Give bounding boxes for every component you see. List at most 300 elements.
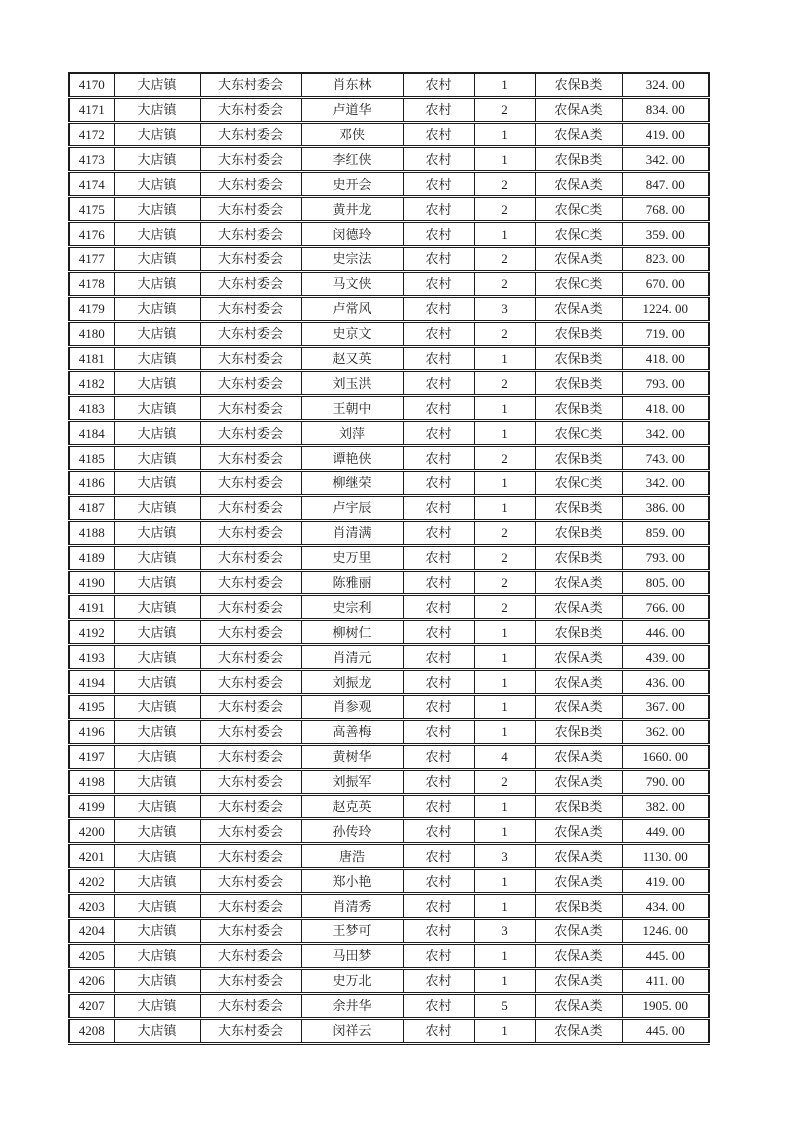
table-row bbox=[69, 919, 709, 944]
cell-household-category: 农村 bbox=[403, 446, 474, 471]
cell-person-count: 1 bbox=[474, 894, 535, 919]
cell-amount: 1905. 00 bbox=[622, 993, 709, 1018]
cell-household-category: 农村 bbox=[403, 321, 474, 346]
cell-town: 大店镇 bbox=[114, 819, 200, 844]
table-row bbox=[69, 670, 709, 695]
cell-village-committee: 大东村委会 bbox=[200, 73, 301, 97]
cell-insurance-class: 农保A类 bbox=[535, 1018, 622, 1043]
cell-insurance-class: 农保B类 bbox=[535, 446, 622, 471]
cell-village-committee: 大东村委会 bbox=[200, 545, 301, 570]
cell-village-committee: 大东村委会 bbox=[200, 819, 301, 844]
cell-household-category: 农村 bbox=[403, 1018, 474, 1043]
cell-amount: 419. 00 bbox=[622, 869, 709, 894]
cell-amount: 790. 00 bbox=[622, 769, 709, 794]
cell-amount: 766. 00 bbox=[622, 595, 709, 620]
cell-sequence-number: 4176 bbox=[69, 222, 114, 247]
cell-insurance-class: 农保B类 bbox=[535, 495, 622, 520]
table-row bbox=[69, 719, 709, 744]
table-row bbox=[69, 197, 709, 222]
cell-amount: 367. 00 bbox=[622, 695, 709, 720]
cell-town: 大店镇 bbox=[114, 869, 200, 894]
cell-town: 大店镇 bbox=[114, 271, 200, 296]
cell-village-committee: 大东村委会 bbox=[200, 446, 301, 471]
cell-village-committee: 大东村委会 bbox=[200, 296, 301, 321]
cell-village-committee: 大东村委会 bbox=[200, 670, 301, 695]
cell-amount: 445. 00 bbox=[622, 1018, 709, 1043]
cell-person-count: 1 bbox=[474, 1018, 535, 1043]
table-row bbox=[69, 470, 709, 495]
table-row bbox=[69, 346, 709, 371]
cell-village-committee: 大东村委会 bbox=[200, 869, 301, 894]
cell-person-name: 柳树仁 bbox=[301, 620, 403, 645]
cell-person-name: 史京文 bbox=[301, 321, 403, 346]
cell-town: 大店镇 bbox=[114, 470, 200, 495]
cell-amount: 1660. 00 bbox=[622, 744, 709, 769]
cell-insurance-class: 农保B类 bbox=[535, 719, 622, 744]
cell-person-name: 肖清满 bbox=[301, 520, 403, 545]
cell-insurance-class: 农保B类 bbox=[535, 520, 622, 545]
table-row bbox=[69, 520, 709, 545]
cell-sequence-number: 4178 bbox=[69, 271, 114, 296]
table-row bbox=[69, 73, 709, 97]
cell-town: 大店镇 bbox=[114, 719, 200, 744]
cell-person-count: 2 bbox=[474, 769, 535, 794]
table-row bbox=[69, 446, 709, 471]
cell-town: 大店镇 bbox=[114, 346, 200, 371]
cell-sequence-number: 4206 bbox=[69, 968, 114, 993]
cell-amount: 847. 00 bbox=[622, 172, 709, 197]
table-row bbox=[69, 570, 709, 595]
cell-person-count: 1 bbox=[474, 396, 535, 421]
cell-person-count: 2 bbox=[474, 197, 535, 222]
cell-person-name: 卢常风 bbox=[301, 296, 403, 321]
table-row bbox=[69, 744, 709, 769]
cell-person-count: 1 bbox=[474, 222, 535, 247]
cell-amount: 805. 00 bbox=[622, 570, 709, 595]
cell-sequence-number: 4175 bbox=[69, 197, 114, 222]
cell-amount: 823. 00 bbox=[622, 246, 709, 271]
cell-person-name: 卢宇辰 bbox=[301, 495, 403, 520]
table-row bbox=[69, 222, 709, 247]
cell-town: 大店镇 bbox=[114, 794, 200, 819]
cell-town: 大店镇 bbox=[114, 968, 200, 993]
table-row bbox=[69, 122, 709, 147]
cell-amount: 362. 00 bbox=[622, 719, 709, 744]
cell-household-category: 农村 bbox=[403, 695, 474, 720]
table-row bbox=[69, 595, 709, 620]
cell-village-committee: 大东村委会 bbox=[200, 147, 301, 172]
cell-person-name: 高善梅 bbox=[301, 719, 403, 744]
cell-amount: 359. 00 bbox=[622, 222, 709, 247]
cell-town: 大店镇 bbox=[114, 520, 200, 545]
cell-village-committee: 大东村委会 bbox=[200, 968, 301, 993]
table-row bbox=[69, 396, 709, 421]
cell-town: 大店镇 bbox=[114, 993, 200, 1018]
cell-sequence-number: 4192 bbox=[69, 620, 114, 645]
cell-insurance-class: 农保C类 bbox=[535, 470, 622, 495]
cell-village-committee: 大东村委会 bbox=[200, 744, 301, 769]
cell-person-count: 5 bbox=[474, 993, 535, 1018]
cell-person-name: 史开会 bbox=[301, 172, 403, 197]
table-row bbox=[69, 321, 709, 346]
cell-insurance-class: 农保A类 bbox=[535, 172, 622, 197]
cell-person-count: 1 bbox=[474, 620, 535, 645]
cell-household-category: 农村 bbox=[403, 570, 474, 595]
cell-person-count: 2 bbox=[474, 595, 535, 620]
cell-person-name: 史宗法 bbox=[301, 246, 403, 271]
cell-village-committee: 大东村委会 bbox=[200, 719, 301, 744]
cell-insurance-class: 农保A类 bbox=[535, 744, 622, 769]
cell-person-name: 赵又英 bbox=[301, 346, 403, 371]
cell-village-committee: 大东村委会 bbox=[200, 520, 301, 545]
cell-sequence-number: 4197 bbox=[69, 744, 114, 769]
cell-town: 大店镇 bbox=[114, 769, 200, 794]
cell-household-category: 农村 bbox=[403, 620, 474, 645]
cell-village-committee: 大东村委会 bbox=[200, 222, 301, 247]
cell-insurance-class: 农保A类 bbox=[535, 246, 622, 271]
cell-household-category: 农村 bbox=[403, 421, 474, 446]
table-row bbox=[69, 695, 709, 720]
cell-person-name: 史宗利 bbox=[301, 595, 403, 620]
cell-village-committee: 大东村委会 bbox=[200, 919, 301, 944]
cell-household-category: 农村 bbox=[403, 844, 474, 869]
cell-sequence-number: 4201 bbox=[69, 844, 114, 869]
cell-sequence-number: 4184 bbox=[69, 421, 114, 446]
cell-village-committee: 大东村委会 bbox=[200, 595, 301, 620]
cell-town: 大店镇 bbox=[114, 321, 200, 346]
cell-village-committee: 大东村委会 bbox=[200, 97, 301, 122]
table-row bbox=[69, 645, 709, 670]
cell-person-count: 3 bbox=[474, 919, 535, 944]
cell-person-count: 1 bbox=[474, 421, 535, 446]
cell-town: 大店镇 bbox=[114, 246, 200, 271]
cell-town: 大店镇 bbox=[114, 894, 200, 919]
cell-person-count: 2 bbox=[474, 520, 535, 545]
cell-sequence-number: 4200 bbox=[69, 819, 114, 844]
cell-amount: 445. 00 bbox=[622, 943, 709, 968]
cell-town: 大店镇 bbox=[114, 645, 200, 670]
cell-village-committee: 大东村委会 bbox=[200, 371, 301, 396]
cell-town: 大店镇 bbox=[114, 1018, 200, 1043]
cell-insurance-class: 农保A类 bbox=[535, 570, 622, 595]
cell-person-name: 卢道华 bbox=[301, 97, 403, 122]
cell-insurance-class: 农保B类 bbox=[535, 620, 622, 645]
cell-village-committee: 大东村委会 bbox=[200, 172, 301, 197]
cell-household-category: 农村 bbox=[403, 296, 474, 321]
cell-village-committee: 大东村委会 bbox=[200, 769, 301, 794]
cell-person-count: 1 bbox=[474, 670, 535, 695]
cell-person-count: 1 bbox=[474, 695, 535, 720]
cell-sequence-number: 4188 bbox=[69, 520, 114, 545]
cell-village-committee: 大东村委会 bbox=[200, 246, 301, 271]
cell-village-committee: 大东村委会 bbox=[200, 993, 301, 1018]
cell-village-committee: 大东村委会 bbox=[200, 346, 301, 371]
cell-village-committee: 大东村委会 bbox=[200, 495, 301, 520]
cell-insurance-class: 农保A类 bbox=[535, 97, 622, 122]
cell-amount: 768. 00 bbox=[622, 197, 709, 222]
cell-insurance-class: 农保B类 bbox=[535, 73, 622, 97]
cell-sequence-number: 4179 bbox=[69, 296, 114, 321]
cell-household-category: 农村 bbox=[403, 919, 474, 944]
cell-person-name: 王梦可 bbox=[301, 919, 403, 944]
cell-amount: 439. 00 bbox=[622, 645, 709, 670]
cell-town: 大店镇 bbox=[114, 197, 200, 222]
cell-amount: 719. 00 bbox=[622, 321, 709, 346]
cell-town: 大店镇 bbox=[114, 73, 200, 97]
table-row bbox=[69, 819, 709, 844]
cell-person-name: 肖参观 bbox=[301, 695, 403, 720]
cell-amount: 386. 00 bbox=[622, 495, 709, 520]
cell-household-category: 农村 bbox=[403, 122, 474, 147]
cell-person-name: 陈雅丽 bbox=[301, 570, 403, 595]
cell-town: 大店镇 bbox=[114, 396, 200, 421]
cell-town: 大店镇 bbox=[114, 943, 200, 968]
cell-insurance-class: 农保A类 bbox=[535, 645, 622, 670]
cell-town: 大店镇 bbox=[114, 446, 200, 471]
cell-amount: 342. 00 bbox=[622, 421, 709, 446]
cell-town: 大店镇 bbox=[114, 545, 200, 570]
cell-household-category: 农村 bbox=[403, 894, 474, 919]
cell-insurance-class: 农保A类 bbox=[535, 968, 622, 993]
cell-person-count: 1 bbox=[474, 719, 535, 744]
cell-person-count: 2 bbox=[474, 545, 535, 570]
cell-village-committee: 大东村委会 bbox=[200, 421, 301, 446]
cell-amount: 670. 00 bbox=[622, 271, 709, 296]
cell-person-name: 刘振龙 bbox=[301, 670, 403, 695]
cell-person-name: 史万里 bbox=[301, 545, 403, 570]
cell-town: 大店镇 bbox=[114, 371, 200, 396]
cell-household-category: 农村 bbox=[403, 943, 474, 968]
cell-person-count: 1 bbox=[474, 122, 535, 147]
cell-sequence-number: 4190 bbox=[69, 570, 114, 595]
cell-sequence-number: 4189 bbox=[69, 545, 114, 570]
cell-insurance-class: 农保C类 bbox=[535, 222, 622, 247]
cell-sequence-number: 4204 bbox=[69, 919, 114, 944]
table-row bbox=[69, 495, 709, 520]
cell-person-name: 刘玉洪 bbox=[301, 371, 403, 396]
cell-sequence-number: 4191 bbox=[69, 595, 114, 620]
cell-household-category: 农村 bbox=[403, 246, 474, 271]
cell-person-count: 1 bbox=[474, 869, 535, 894]
cell-village-committee: 大东村委会 bbox=[200, 197, 301, 222]
cell-household-category: 农村 bbox=[403, 147, 474, 172]
cell-household-category: 农村 bbox=[403, 73, 474, 97]
cell-person-count: 1 bbox=[474, 470, 535, 495]
cell-town: 大店镇 bbox=[114, 296, 200, 321]
cell-person-count: 2 bbox=[474, 446, 535, 471]
cell-person-name: 谭艳侠 bbox=[301, 446, 403, 471]
cell-town: 大店镇 bbox=[114, 495, 200, 520]
cell-village-committee: 大东村委会 bbox=[200, 470, 301, 495]
cell-person-count: 1 bbox=[474, 943, 535, 968]
cell-amount: 743. 00 bbox=[622, 446, 709, 471]
cell-person-name: 肖清元 bbox=[301, 645, 403, 670]
table-row bbox=[69, 371, 709, 396]
cell-household-category: 农村 bbox=[403, 545, 474, 570]
cell-household-category: 农村 bbox=[403, 470, 474, 495]
cell-person-name: 黄树华 bbox=[301, 744, 403, 769]
table-row bbox=[69, 271, 709, 296]
cell-insurance-class: 农保A类 bbox=[535, 869, 622, 894]
cell-household-category: 农村 bbox=[403, 719, 474, 744]
cell-town: 大店镇 bbox=[114, 172, 200, 197]
cell-person-name: 王朝中 bbox=[301, 396, 403, 421]
cell-person-name: 孙传玲 bbox=[301, 819, 403, 844]
cell-person-name: 肖清秀 bbox=[301, 894, 403, 919]
cell-town: 大店镇 bbox=[114, 620, 200, 645]
cell-household-category: 农村 bbox=[403, 396, 474, 421]
cell-person-name: 马田梦 bbox=[301, 943, 403, 968]
cell-sequence-number: 4186 bbox=[69, 470, 114, 495]
cell-person-count: 2 bbox=[474, 321, 535, 346]
cell-village-committee: 大东村委会 bbox=[200, 396, 301, 421]
cell-amount: 382. 00 bbox=[622, 794, 709, 819]
cell-village-committee: 大东村委会 bbox=[200, 1018, 301, 1043]
cell-insurance-class: 农保A类 bbox=[535, 769, 622, 794]
cell-sequence-number: 4205 bbox=[69, 943, 114, 968]
cell-household-category: 农村 bbox=[403, 645, 474, 670]
cell-amount: 436. 00 bbox=[622, 670, 709, 695]
cell-town: 大店镇 bbox=[114, 147, 200, 172]
table-row bbox=[69, 769, 709, 794]
table-row bbox=[69, 794, 709, 819]
cell-person-name: 李红侠 bbox=[301, 147, 403, 172]
cell-village-committee: 大东村委会 bbox=[200, 122, 301, 147]
cell-amount: 418. 00 bbox=[622, 396, 709, 421]
table-row bbox=[69, 894, 709, 919]
table-row bbox=[69, 421, 709, 446]
cell-amount: 446. 00 bbox=[622, 620, 709, 645]
cell-insurance-class: 农保B类 bbox=[535, 894, 622, 919]
cell-amount: 834. 00 bbox=[622, 97, 709, 122]
table-row bbox=[69, 147, 709, 172]
cell-amount: 1246. 00 bbox=[622, 919, 709, 944]
cell-insurance-class: 农保A类 bbox=[535, 943, 622, 968]
cell-village-committee: 大东村委会 bbox=[200, 620, 301, 645]
cell-insurance-class: 农保A类 bbox=[535, 695, 622, 720]
cell-person-count: 2 bbox=[474, 371, 535, 396]
cell-sequence-number: 4180 bbox=[69, 321, 114, 346]
cell-household-category: 农村 bbox=[403, 222, 474, 247]
cell-insurance-class: 农保B类 bbox=[535, 346, 622, 371]
cell-household-category: 农村 bbox=[403, 271, 474, 296]
cell-person-count: 2 bbox=[474, 271, 535, 296]
cell-person-count: 2 bbox=[474, 570, 535, 595]
cell-household-category: 农村 bbox=[403, 819, 474, 844]
cell-person-count: 1 bbox=[474, 73, 535, 97]
table-row bbox=[69, 620, 709, 645]
cell-insurance-class: 农保A类 bbox=[535, 919, 622, 944]
cell-village-committee: 大东村委会 bbox=[200, 321, 301, 346]
cell-village-committee: 大东村委会 bbox=[200, 844, 301, 869]
cell-sequence-number: 4174 bbox=[69, 172, 114, 197]
cell-sequence-number: 4171 bbox=[69, 97, 114, 122]
cell-sequence-number: 4170 bbox=[69, 73, 114, 97]
cell-town: 大店镇 bbox=[114, 222, 200, 247]
cell-person-count: 1 bbox=[474, 968, 535, 993]
cell-insurance-class: 农保A类 bbox=[535, 844, 622, 869]
cell-amount: 324. 00 bbox=[622, 73, 709, 97]
table-row bbox=[69, 246, 709, 271]
cell-village-committee: 大东村委会 bbox=[200, 695, 301, 720]
cell-village-committee: 大东村委会 bbox=[200, 271, 301, 296]
table-row bbox=[69, 943, 709, 968]
cell-amount: 342. 00 bbox=[622, 147, 709, 172]
cell-insurance-class: 农保B类 bbox=[535, 371, 622, 396]
cell-household-category: 农村 bbox=[403, 769, 474, 794]
cell-insurance-class: 农保B类 bbox=[535, 545, 622, 570]
cell-insurance-class: 农保A类 bbox=[535, 296, 622, 321]
cell-sequence-number: 4185 bbox=[69, 446, 114, 471]
cell-person-name: 郑小艳 bbox=[301, 869, 403, 894]
cell-person-name: 余井华 bbox=[301, 993, 403, 1018]
cell-sequence-number: 4207 bbox=[69, 993, 114, 1018]
cell-insurance-class: 农保C类 bbox=[535, 271, 622, 296]
cell-insurance-class: 农保A类 bbox=[535, 122, 622, 147]
cell-person-count: 1 bbox=[474, 147, 535, 172]
cell-amount: 449. 00 bbox=[622, 819, 709, 844]
cell-village-committee: 大东村委会 bbox=[200, 943, 301, 968]
cell-insurance-class: 农保A类 bbox=[535, 819, 622, 844]
cell-person-name: 闵祥云 bbox=[301, 1018, 403, 1043]
cell-household-category: 农村 bbox=[403, 197, 474, 222]
cell-household-category: 农村 bbox=[403, 968, 474, 993]
cell-insurance-class: 农保B类 bbox=[535, 321, 622, 346]
cell-person-count: 4 bbox=[474, 744, 535, 769]
table-row bbox=[69, 97, 709, 122]
cell-sequence-number: 4196 bbox=[69, 719, 114, 744]
cell-sequence-number: 4183 bbox=[69, 396, 114, 421]
cell-person-count: 2 bbox=[474, 246, 535, 271]
table-row bbox=[69, 545, 709, 570]
cell-town: 大店镇 bbox=[114, 421, 200, 446]
cell-sequence-number: 4199 bbox=[69, 794, 114, 819]
cell-town: 大店镇 bbox=[114, 919, 200, 944]
table-row bbox=[69, 869, 709, 894]
cell-household-category: 农村 bbox=[403, 172, 474, 197]
cell-person-name: 柳继荣 bbox=[301, 470, 403, 495]
cell-town: 大店镇 bbox=[114, 744, 200, 769]
cell-town: 大店镇 bbox=[114, 570, 200, 595]
cell-village-committee: 大东村委会 bbox=[200, 645, 301, 670]
cell-town: 大店镇 bbox=[114, 844, 200, 869]
cell-sequence-number: 4172 bbox=[69, 122, 114, 147]
cell-sequence-number: 4177 bbox=[69, 246, 114, 271]
cell-person-count: 1 bbox=[474, 495, 535, 520]
cell-household-category: 农村 bbox=[403, 520, 474, 545]
cell-person-name: 刘振军 bbox=[301, 769, 403, 794]
cell-household-category: 农村 bbox=[403, 97, 474, 122]
cell-amount: 434. 00 bbox=[622, 894, 709, 919]
cell-insurance-class: 农保C类 bbox=[535, 421, 622, 446]
cell-person-name: 黄井龙 bbox=[301, 197, 403, 222]
cell-insurance-class: 农保B类 bbox=[535, 794, 622, 819]
table-row bbox=[69, 1018, 709, 1043]
cell-person-name: 赵克英 bbox=[301, 794, 403, 819]
cell-person-name: 闵德玲 bbox=[301, 222, 403, 247]
cell-town: 大店镇 bbox=[114, 122, 200, 147]
cell-person-name: 刘萍 bbox=[301, 421, 403, 446]
cell-household-category: 农村 bbox=[403, 670, 474, 695]
cell-insurance-class: 农保A类 bbox=[535, 595, 622, 620]
cell-household-category: 农村 bbox=[403, 346, 474, 371]
cell-amount: 342. 00 bbox=[622, 470, 709, 495]
cell-person-count: 3 bbox=[474, 296, 535, 321]
cell-insurance-class: 农保A类 bbox=[535, 993, 622, 1018]
cell-household-category: 农村 bbox=[403, 595, 474, 620]
cell-insurance-class: 农保C类 bbox=[535, 197, 622, 222]
cell-amount: 419. 00 bbox=[622, 122, 709, 147]
